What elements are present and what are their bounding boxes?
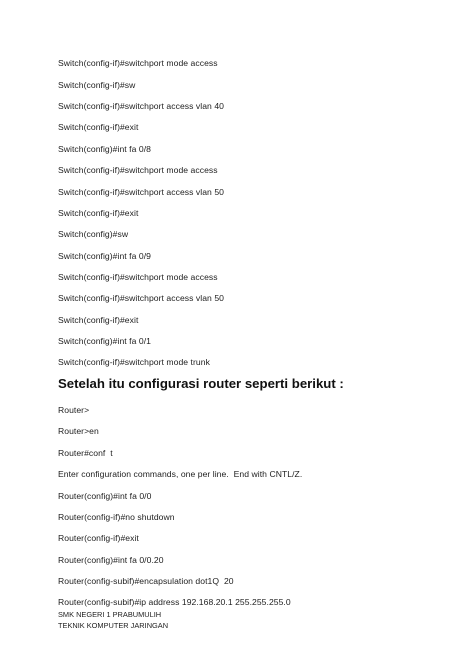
command-line: Switch(config-if)#switchport mode access	[58, 165, 218, 175]
footer-department: TEKNIK KOMPUTER JARINGAN	[58, 621, 169, 630]
command-line: Switch(config-if)#switchport mode trunk	[58, 357, 210, 367]
command-line: Switch(config-if)#switchport access vlan 40	[58, 101, 224, 111]
command-line: Switch(config-if)#switchport access vlan 50	[58, 187, 224, 197]
section-heading: Setelah itu configurasi router seperti berikut :	[58, 376, 344, 391]
command-line: Router(config)#int fa 0/0.20	[58, 555, 164, 565]
command-line: Router#conf t	[58, 448, 113, 458]
command-line: Router(config-if)#exit	[58, 533, 139, 543]
command-line: Router(config-subif)#encapsulation dot1Q 20	[58, 576, 234, 586]
command-line: Switch(config-if)#exit	[58, 208, 139, 218]
command-line: Router(config-if)#no shutdown	[58, 512, 175, 522]
command-line: Switch(config-if)#exit	[58, 315, 139, 325]
command-line: Router>en	[58, 426, 99, 436]
command-line: Switch(config-if)#switchport mode access	[58, 272, 218, 282]
command-line: Enter configuration commands, one per line. End with CNTL/Z.	[58, 469, 303, 479]
command-line: Switch(config)#sw	[58, 229, 129, 239]
command-line: Router>	[58, 405, 90, 415]
command-line: Switch(config)#int fa 0/1	[58, 336, 151, 346]
footer-school-name: SMK NEGERI 1 PRABUMULIH	[58, 610, 162, 619]
command-line: Router(config)#int fa 0/0	[58, 491, 152, 501]
command-line: Switch(config-if)#switchport access vlan 50	[58, 293, 224, 303]
command-line: Switch(config-if)#switchport mode access	[58, 58, 218, 68]
command-line: Switch(config)#int fa 0/8	[58, 144, 151, 154]
command-line: Switch(config-if)#exit	[58, 122, 139, 132]
command-line: Switch(config)#int fa 0/9	[58, 251, 151, 261]
command-line: Switch(config-if)#sw	[58, 80, 136, 90]
command-line: Router(config-subif)#ip address 192.168.20.1 255.255.255.0	[58, 597, 291, 607]
